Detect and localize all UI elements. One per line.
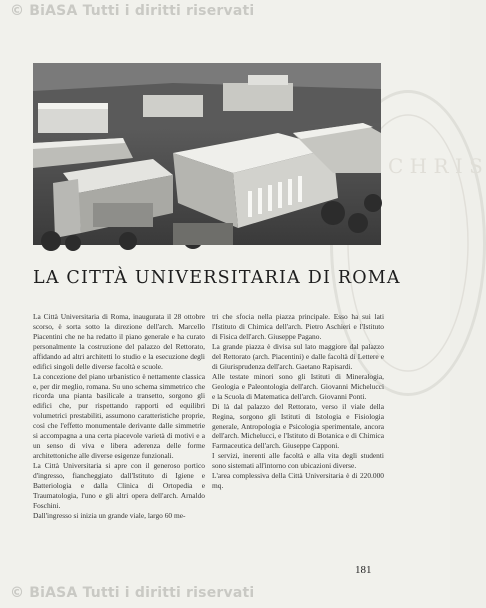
text-column-left <box>33 312 205 521</box>
seal-lettering: C H R I S <box>388 154 483 178</box>
watermark-top: © BiASA Tutti i diritti riservati <box>10 3 255 19</box>
paragraph: Dall'ingresso si inizia un grande viale, largo 60 me- <box>33 510 186 520</box>
page-number: 181 <box>355 564 372 576</box>
text-column-right <box>212 312 384 491</box>
paragraph: La grande piazza è divisa sul lato maggiore dal palazzo del Rettorato (arch. Piacentini) e dalle facoltà di Lettere e di Giurisprudenza dell'arch. Gaetano Rapisardi. <box>212 341 384 371</box>
paragraph: I servizi, inerenti alle facoltà e alla vita degli studenti sono sistemati all'intorno con ubicazioni diverse. <box>212 451 384 471</box>
article-title: LA CITTÀ UNIVERSITARIA DI ROMA <box>33 268 401 288</box>
paragraph: La concezione del piano urbanistico è nettamente classica e, per dir meglio, romana. Su uno schema simmetrico che ricorda una pianta basilicale a transetto, sorgono gli edifici che, pur rispettando rapporti ed equilibri volumetrici prestabiliti, assumono caratteristiche proprie, così che l'effetto monumentale derivante dalle simmetrie si accompagna a una certa piacevole varietà di motivi e a un senso di viva e libera aderenza delle forme architettoniche alle diverse esigenze funzionali. <box>33 371 205 460</box>
paragraph: Di là dal palazzo del Rettorato, verso il viale della Regina, sorgono gli Istituti di Istologia e Fisiologia generale, Antropologia e Psicologia sperimentale, ancora dell'arch. Michelucci, e l'Istituto di Botanica e di Chimica Farmaceutica dell'arch. Giuseppe Capponi. <box>212 401 384 451</box>
paragraph: tri che sfocia nella piazza principale. Esso ha sui lati l'Istituto di Chimica dell'arch. Pietro Aschieri e l'Istituto di Fisica dell'arch. Giuseppe Pagano. <box>212 312 384 341</box>
watermark-bottom: © BiASA Tutti i diritti riservati <box>10 585 255 601</box>
paragraph: La Città Universitaria si apre con il generoso portico d'ingresso, fiancheggiato dall'Istituto di Igiene e Batteriologia e dalla Clinica di Ortopedia e Traumatologia, l'uno e gli altri opera dell'arch. Arnaldo Foschini. <box>33 460 205 510</box>
aerial-photo-university <box>33 63 381 245</box>
paragraph: La Città Universitaria di Roma, inaugurata il 28 ottobre scorso, è sorta sotto la direzione dell'arch. Marcello Piacentini che ne ha redatto il piano generale e ha curato personalmente la costruzione del palazzo del Rettorato, affidando ad altri architetti lo studio e la esecuzione degli edifici singoli delle diverse facoltà e scuole. <box>33 312 205 371</box>
paragraph: Alle testate minori sono gli Istituti di Mineralogia, Geologia e Paleontologia dell'arch. Giovanni Michelucci e la Scuola di Matematica dell'arch. Giovanni Ponti. <box>212 371 384 401</box>
paragraph: L'area complessiva della Città Universitaria è di 220.000 mq. <box>212 471 384 491</box>
